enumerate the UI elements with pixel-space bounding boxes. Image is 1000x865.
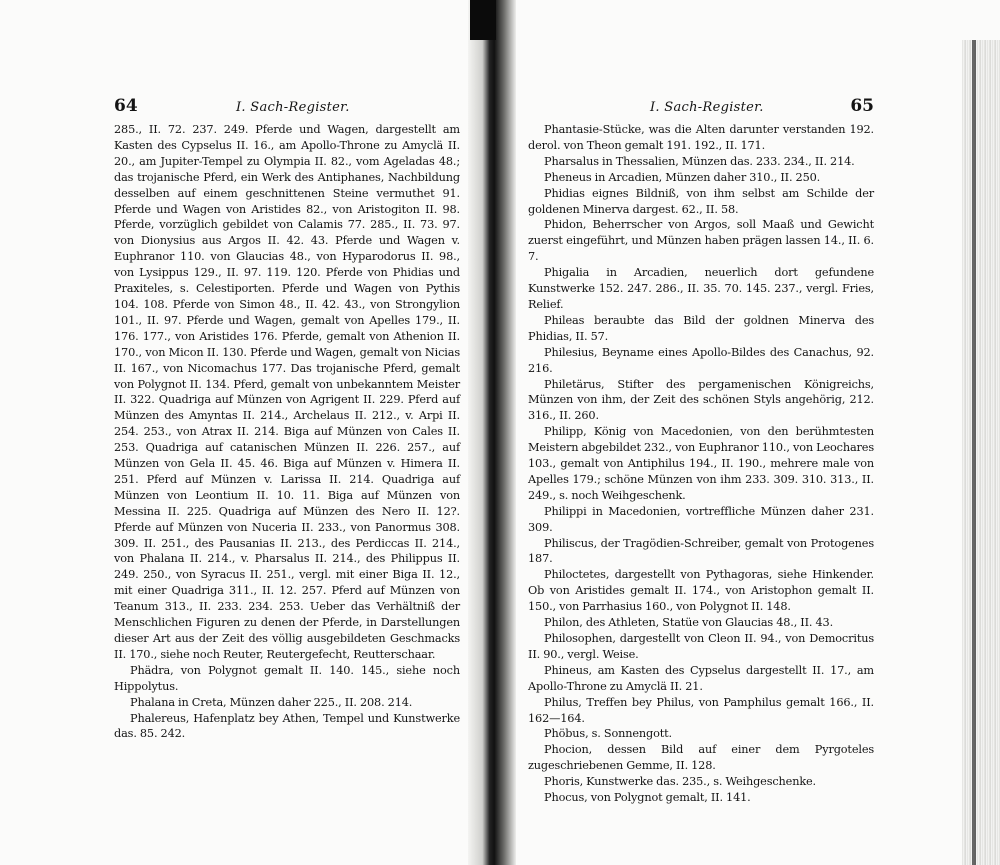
right-running-head (528, 96, 874, 122)
index-entry: Philus, Treffen bey Philus, von Pamphilus gemalt 166., II. 162—164. (528, 695, 874, 725)
index-entry: Phidias eignes Bildniß, von ihm selbst am Schilde der goldenen Minerva dargest. 62., II. 58. (528, 186, 874, 216)
right-page-text (528, 122, 874, 806)
index-entry: Philon, des Athleten, Statüe von Glaucias 48., II. 43. (544, 616, 834, 630)
index-entry: Phileas beraubte das Bild der goldnen Minerva des Phidias, II. 57. (528, 313, 874, 343)
index-entry: Phocus, von Polygnot gemalt, II. 141. (544, 791, 751, 805)
page-edge-shadow (972, 40, 976, 865)
index-entry: Phocion, dessen Bild auf einer dem Pyrgoteles zugeschriebenen Gemme, II. 128. (528, 743, 874, 773)
index-entry: Philipp, König von Macedonien, von den berühmtesten Meistern abgebildet 232., von Euphranor 110., von Leochares 103., gemalt von Antiphilus 194., II. 190., mehrere male von Apelles 179.; schöne Münzen von ihm 233. 309. 310. 313., II. 249., s. noch Weihgeschenk. (528, 425, 874, 502)
left-page-text (114, 122, 460, 742)
index-entry: Phigalia in Arcadien, neuerlich dort gefundene Kunstwerke 152. 247. 286., II. 35. 70. 145. 237., vergl. Fries, Relief. (528, 266, 874, 311)
index-entry: Phöbus, s. Sonnengott. (544, 727, 673, 741)
index-entry: 285., II. 72. 237. 249. Pferde und Wagen, dargestellt am Kasten des Cypselus II. 16., am Apollo-Throne zu Amyclä II. 20., am Jupiter-Tempel zu Olympia II. 82., vom Ageladas 48.; das trojanische Pferd, ein Werk des Antiphanes, Nachbildung desselben auf einem geschnittenen Steine vermuthet 91. Pferde und Wagen von Aristides 82., von Aristogiton II. 98. Pferde, vorzüglich gebildet von Calamis 77. 285., II. 73. 97. von Dionysius aus Argos II. 42. 43. Pferde und Wagen v. Euphranor 110. von Glaucias 48., von Hyparodorus II. 98., von Lysippus 129., II. 97. 119. 120. Pferde von Phidias und Praxiteles, s. Celestiporten. Pferde und Wagen von Pythis 104. 108. Pferde von Simon 48., II. 42. 43., von Strongylion 101., II. 97. Pferde und Wagen, gemalt von Apelles 179., II. 176. 177., von Aristides 176. Pferde, gemalt von Athenion II. 170., von Micon II. 130. Pferde und Wagen, gemalt von Nicias II. 167., von Nicomachus 177. Das trojanische Pferd, gemalt von Polygnot II. 134. Pferd, gemalt von unbekanntem Meister II. 322. Quadriga auf Münzen von Agrigent II. 229. Pferd auf Münzen des Amyntas II. 214., Archelaus II. 212., v. Arpi II. 254. 253., von Atrax II. 214. Biga auf Münzen von Cales II. 253. Quadriga auf catanischen Münzen II. 226. 257., auf Münzen von Gela II. 45. 46. Biga auf Münzen v. Himera II. 251. Pferd auf Münzen v. Larissa II. 214. Quadriga auf Münzen von Leontium II. 10. 11. Biga auf Münzen von Messina II. 225. Quadriga auf Münzen des Nero II. 12?. Pferde auf Münzen von Nuceria II. 233., von Panormus 308. 309. II. 251., des Pausanias II. 213., des Perdiccas II. 214., von Phalana II. 214., v. Pharsalus II. 214., des Philippus II. 249. 250., von Syracus II. 251., vergl. mit einer Biga II. 12., mit einer Quadriga 311., II. 12. 257. Pferd auf Münzen von Teanum 313., II. 233. 234. 253. Ueber das Verhältniß der Menschlichen Figuren zu denen der Pferde, in Darstellungen dieser Art aus der Zeit des völlig ausgebildeten Geschmacks II. 170., siehe noch Reuter, Reutergefecht, Reutterschaar. (114, 123, 460, 661)
gutter-shadow (470, 0, 496, 40)
index-entry: Phalereus, Hafenplatz bey Athen, Tempel und Kunstwerke das. 85. 242. (114, 711, 460, 741)
index-entry: Phineus, am Kasten des Cypselus dargestellt II. 17., am Apollo-Throne zu Amyclä II. 21. (528, 663, 874, 693)
index-entry: Philesius, Beyname eines Apollo-Bildes des Canachus, 92. 216. (528, 345, 874, 375)
right-running-title: I. Sach-Register. (650, 100, 764, 115)
index-entry: Philoctetes, dargestellt von Pythagoras, siehe Hinkender. Ob von Aristides gemalt II. 174., von Aristophon gemalt II. 150., von Parrhasius 160., von Polygnot II. 148. (528, 568, 874, 614)
index-entry: Pharsalus in Thessalien, Münzen das. 233. 234., II. 214. (544, 154, 855, 168)
index-entry: Philosophen, dargestellt von Cleon II. 94., von Democritus II. 90., vergl. Weise. (528, 632, 874, 661)
page-edges (962, 40, 1000, 865)
right-page-number: 65 (850, 96, 874, 116)
index-entry: Phoris, Kunstwerke das. 235., s. Weihgeschenke. (544, 775, 817, 789)
book-gutter (468, 0, 516, 865)
index-entry: Philippi in Macedonien, vortreffliche Münzen daher 231. 309. (528, 504, 874, 534)
left-running-title: I. Sach-Register. (236, 100, 350, 115)
index-entry: Philiscus, der Tragödien-Schreiber, gemalt von Protogenes 187. (528, 536, 874, 566)
right-page (528, 96, 874, 806)
left-page (114, 96, 460, 742)
index-entry: Phädra, von Polygnot gemalt II. 140. 145., siehe noch Hippolytus. (114, 663, 460, 693)
index-entry: Phantasie-Stücke, was die Alten darunter verstanden 192. derol. von Theon gemalt 191. 192., II. 171. (528, 123, 874, 152)
index-entry: Phidon, Beherrscher von Argos, soll Maaß und Gewicht zuerst eingeführt, und Münzen haben prägen lassen 14., II. 6. 7. (528, 218, 874, 264)
left-page-number: 64 (114, 96, 138, 116)
left-running-head (114, 96, 460, 122)
index-entry: Phalana in Creta, Münzen daher 225., II. 208. 214. (130, 695, 413, 709)
index-entry: Pheneus in Arcadien, Münzen daher 310., II. 250. (544, 170, 821, 184)
index-entry: Philetärus, Stifter des pergamenischen Königreichs, Münzen von ihm, der Zeit des schönen Styls angehörig, 212. 316., II. 260. (528, 377, 874, 423)
